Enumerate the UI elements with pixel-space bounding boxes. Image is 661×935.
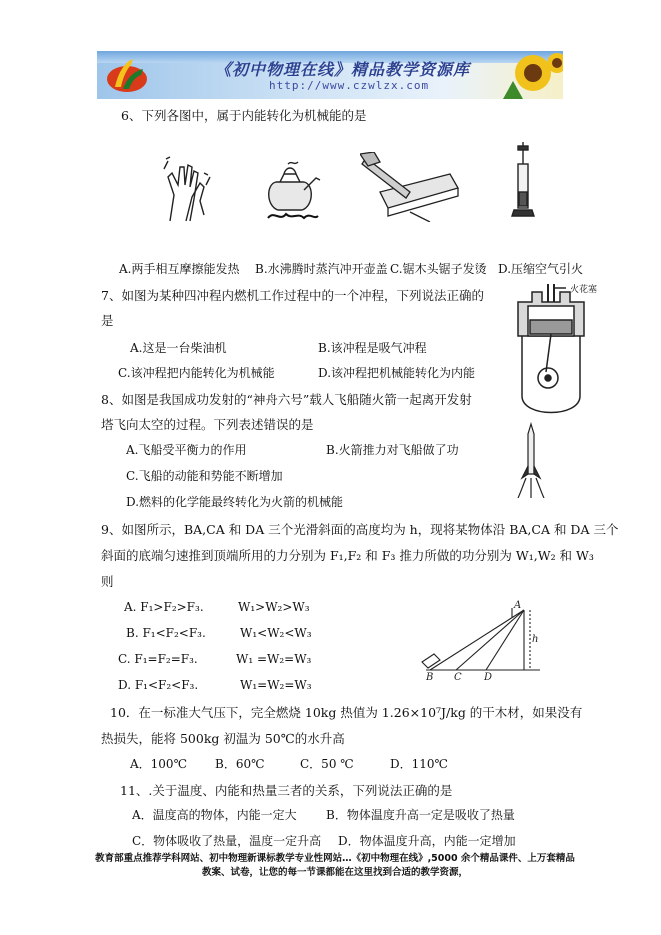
- inclined-planes-figure: [416, 598, 546, 682]
- boiling-kettle-icon: [258, 160, 328, 222]
- q6-option-d: D.压缩空气引火: [498, 262, 584, 276]
- air-compression-syringe-icon: [508, 142, 538, 222]
- q9-option-b-work: W₁<W₂<W₃: [240, 626, 312, 640]
- q9-option-c-work: W₁ =W₂=W₃: [236, 652, 312, 666]
- q8-option-b: B.火箭推力对飞船做了功: [326, 443, 459, 457]
- sunflower-icon: [493, 51, 563, 99]
- q9-option-d-work: W₁=W₂=W₃: [240, 678, 312, 692]
- q8-option-a: A.飞船受平衡力的作用: [126, 443, 247, 457]
- fig-label-d: D: [484, 672, 493, 682]
- q10-option-a: A．100℃: [130, 757, 187, 771]
- q7-option-b: B.该冲程是吸气冲程: [318, 341, 427, 355]
- q9-option-d-force: D. F₁<F₂<F₃.: [118, 678, 199, 692]
- q6-stem: 6、下列各图中，属于内能转化为机械能的是: [121, 108, 367, 123]
- rubbing-hands-icon: [160, 155, 212, 223]
- footer-line-1: 教育部重点推荐学科网站、初中物理新课标教学专业性网站…《初中物理在线》,5000 余个精品课件、上万套精品: [95, 853, 575, 864]
- q6-option-a: A.两手相互摩擦能发热: [119, 262, 240, 276]
- rocket-launch-icon: [516, 422, 546, 498]
- q10-stem-line2: 热损失，能将 500kg 初温为 50℃的水升高: [101, 731, 345, 746]
- q8-option-c: C.飞船的动能和势能不断增加: [126, 469, 283, 483]
- q11-stem: 11、.关于温度、内能和热量三者的关系，下列说法正确的是: [120, 783, 453, 798]
- q7-option-a: A.这是一台柴油机: [130, 341, 227, 355]
- q10-option-c: C．50 ℃: [300, 757, 354, 771]
- q9-option-c-force: C. F₁=F₂=F₃.: [118, 652, 198, 666]
- header-banner: [97, 51, 563, 99]
- banner-url: http://www.czwlzx.com: [269, 79, 430, 92]
- q7-option-c: C.该冲程把内能转化为机械能: [118, 366, 275, 380]
- q10-option-b: B．60℃: [215, 757, 265, 771]
- q7-stem-line1: 7、如图为某种四冲程内燃机工作过程中的一个冲程，下列说法正确的: [101, 288, 484, 303]
- q9-stem-line1: 9、如图所示，BA,CA 和 DA 三个光滑斜面的高度均为 h，现将某物体沿 BA,CA 和 DA 三个: [101, 522, 619, 537]
- banner-title: 《初中物理在线》精品教学资源库: [215, 60, 471, 79]
- fig-label-a: A: [514, 600, 522, 611]
- q8-option-d: D.燃料的化学能最终转化为火箭的机械能: [126, 495, 344, 509]
- q11-option-a: A．温度高的物体，内能一定大: [132, 808, 297, 822]
- fig-label-c: C: [454, 672, 462, 682]
- spark-plug-label: 火花塞: [570, 285, 598, 295]
- fig-label-b: B: [426, 672, 434, 682]
- q11-option-b: B．物体温度升高一定是吸收了热量: [326, 808, 515, 822]
- q7-option-d: D.该冲程把机械能转化为内能: [318, 366, 476, 380]
- engine-cylinder-figure: [510, 276, 590, 420]
- q10-stem-line1: 10．在一标准大气压下，完全燃烧 10kg 热值为 1.26×10⁷J/kg 的干木材，如果没有: [110, 705, 583, 720]
- q6-option-c: C.锯木头锯子发烫: [390, 262, 487, 276]
- q9-option-a-force: A. F₁>F₂>F₃.: [124, 600, 204, 614]
- footer-line-2: 教案、试卷，让您的每一节课都能在这里找到合适的教学资源，: [201, 867, 468, 878]
- q6-option-b: B.水沸腾时蒸汽冲开壶盖: [255, 262, 388, 276]
- q7-stem-line2: 是: [101, 313, 114, 328]
- q9-stem-line2: 斜面的底端匀速推到顶端所用的力分别为 F₁,F₂ 和 F₃ 推力所做的功分别为 W₁,W₂ 和 W₃: [101, 548, 594, 563]
- q11-option-d: D．物体温度升高，内能一定增加: [338, 834, 516, 848]
- q9-stem-line3: 则: [101, 574, 114, 589]
- q8-stem-line1: 8、如图是我国成功发射的“神舟六号”载人飞船随火箭一起离开发射: [101, 392, 472, 407]
- q8-stem-line2: 塔飞向太空的过程。下列表述错误的是: [101, 417, 314, 432]
- q10-option-d: D．110℃: [390, 757, 448, 771]
- q9-option-b-force: B. F₁<F₂<F₃.: [126, 626, 206, 640]
- page-footer: [90, 852, 580, 880]
- fig-label-h: h: [532, 634, 539, 645]
- site-logo-icon: [103, 55, 151, 95]
- q11-option-c: C．物体吸收了热量，温度一定升高: [132, 834, 322, 848]
- sawing-wood-icon: [360, 152, 460, 222]
- q9-option-a-work: W₁>W₂>W₃: [238, 600, 310, 614]
